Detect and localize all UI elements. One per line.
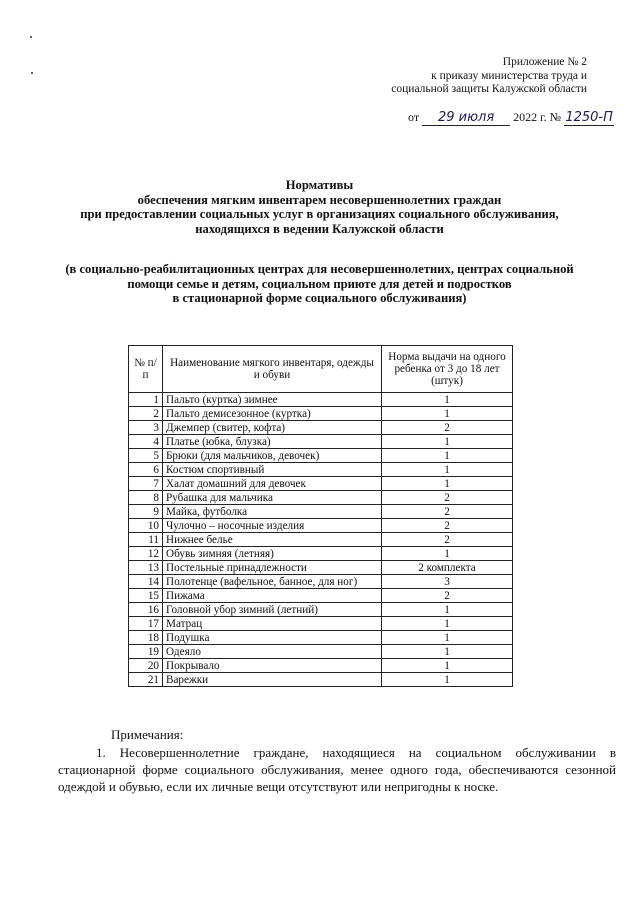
cell-name: Пальто демисезонное (куртка) bbox=[163, 407, 382, 421]
cell-qty: 3 bbox=[382, 575, 513, 589]
cell-num: 15 bbox=[129, 589, 163, 603]
table-row bbox=[129, 435, 513, 449]
table-row bbox=[129, 491, 513, 505]
cell-name: Подушка bbox=[163, 631, 382, 645]
cell-name: Нижнее белье bbox=[163, 533, 382, 547]
cell-qty: 1 bbox=[382, 449, 513, 463]
appendix-line: Приложение № 2 bbox=[502, 56, 587, 68]
cell-num: 6 bbox=[129, 463, 163, 477]
appendix-line: к приказу министерства труда и bbox=[431, 69, 587, 82]
subtitle-line: (в социально-реабилитационных центрах для несовершеннолетних, центрах социальной bbox=[65, 262, 574, 276]
table-row bbox=[129, 561, 513, 575]
cell-qty: 2 bbox=[382, 589, 513, 603]
cell-num: 11 bbox=[129, 533, 163, 547]
cell-num: 19 bbox=[129, 645, 163, 659]
table-row bbox=[129, 659, 513, 673]
cell-num: 8 bbox=[129, 491, 163, 505]
table-row bbox=[129, 449, 513, 463]
cell-name: Варежки bbox=[163, 673, 382, 687]
subtitle-line: в стационарной форме социального обслуживания) bbox=[172, 291, 467, 306]
cell-name: Пижама bbox=[163, 589, 382, 603]
table-row bbox=[129, 533, 513, 547]
cell-qty: 2 bbox=[382, 421, 513, 435]
table-row bbox=[129, 407, 513, 421]
cell-name: Халат домашний для девочек bbox=[163, 477, 382, 491]
cell-num: 13 bbox=[129, 561, 163, 575]
cell-num: 7 bbox=[129, 477, 163, 491]
cell-qty: 1 bbox=[382, 673, 513, 687]
cell-qty: 2 bbox=[382, 519, 513, 533]
appendix-line: социальной защиты Калужской области bbox=[391, 83, 587, 95]
scan-dot bbox=[30, 36, 32, 38]
cell-num: 17 bbox=[129, 617, 163, 631]
cell-qty: 1 bbox=[382, 435, 513, 449]
table-row bbox=[129, 505, 513, 519]
cell-qty: 1 bbox=[382, 659, 513, 673]
document-subtitle bbox=[0, 262, 639, 306]
table-row bbox=[129, 477, 513, 491]
cell-name: Матрац bbox=[163, 617, 382, 631]
cell-qty: 2 bbox=[382, 505, 513, 519]
table-row bbox=[129, 631, 513, 645]
order-date-line bbox=[408, 110, 614, 126]
cell-qty: 1 bbox=[382, 393, 513, 407]
cell-qty: 2 комплекта bbox=[382, 561, 513, 575]
header-num: № п/п bbox=[129, 346, 163, 393]
title-line: находящихся в ведении Калужской области bbox=[195, 221, 444, 236]
norms-table bbox=[128, 345, 513, 687]
header-name: Наименование мягкого инвентаря, одежды и обуви bbox=[163, 346, 382, 393]
cell-name: Майка, футболка bbox=[163, 505, 382, 519]
cell-num: 12 bbox=[129, 547, 163, 561]
handwritten-number: 1250-П bbox=[565, 110, 613, 125]
title-line: обеспечения мягким инвентарем несовершеннолетних граждан bbox=[137, 192, 502, 207]
title-line: при предоставлении социальных услуг в организациях социального обслуживания, bbox=[80, 207, 559, 222]
cell-name: Джемпер (свитер, кофта) bbox=[163, 421, 382, 435]
cell-qty: 1 bbox=[382, 645, 513, 659]
cell-num: 4 bbox=[129, 435, 163, 449]
scan-dot bbox=[31, 72, 33, 74]
document-title bbox=[0, 178, 639, 236]
order-year: 2022 г. № bbox=[513, 110, 562, 124]
cell-name: Покрывало bbox=[163, 659, 382, 673]
cell-qty: 1 bbox=[382, 631, 513, 645]
cell-name: Пальто (куртка) зимнее bbox=[163, 393, 382, 407]
cell-num: 2 bbox=[129, 407, 163, 421]
cell-num: 1 bbox=[129, 393, 163, 407]
cell-name: Обувь зимняя (летняя) bbox=[163, 547, 382, 561]
cell-num: 3 bbox=[129, 421, 163, 435]
appendix-header bbox=[391, 56, 587, 97]
table-row bbox=[129, 547, 513, 561]
header-qty: Норма выдачи на одного ребенка от 3 до 18 лет (штук) bbox=[382, 346, 513, 393]
cell-name: Рубашка для мальчика bbox=[163, 491, 382, 505]
table-row bbox=[129, 589, 513, 603]
table-row bbox=[129, 463, 513, 477]
cell-name: Полотенце (вафельное, банное, для ног) bbox=[163, 575, 382, 589]
cell-name: Чулочно – носочные изделия bbox=[163, 519, 382, 533]
cell-name: Головной убор зимний (летний) bbox=[163, 603, 382, 617]
table-row bbox=[129, 519, 513, 533]
cell-num: 14 bbox=[129, 575, 163, 589]
table-row bbox=[129, 603, 513, 617]
cell-qty: 2 bbox=[382, 533, 513, 547]
cell-qty: 1 bbox=[382, 603, 513, 617]
cell-qty: 1 bbox=[382, 617, 513, 631]
title-main: Нормативы bbox=[285, 178, 354, 192]
table-header-row bbox=[129, 346, 513, 393]
cell-num: 9 bbox=[129, 505, 163, 519]
table-row bbox=[129, 393, 513, 407]
table-row bbox=[129, 645, 513, 659]
subtitle-line: помощи семье и детям, социальном приюте для детей и подростков bbox=[127, 276, 512, 291]
table-row bbox=[129, 673, 513, 687]
table-row bbox=[129, 575, 513, 589]
cell-name: Костюм спортивный bbox=[163, 463, 382, 477]
cell-qty: 1 bbox=[382, 407, 513, 421]
cell-name: Платье (юбка, блузка) bbox=[163, 435, 382, 449]
order-prefix: от bbox=[408, 110, 420, 124]
cell-name: Постельные принадлежности bbox=[163, 561, 382, 575]
note-item: 1. Несовершеннолетние граждане, находящиеся на социальном обслуживании в стационарной форме социального обслуживания, менее одного года, обеспечиваются сезонной одеждой и обувью, если их личные вещи отсутствуют или непригодны к носке. bbox=[58, 745, 616, 794]
cell-num: 10 bbox=[129, 519, 163, 533]
table-row bbox=[129, 617, 513, 631]
cell-name: Брюки (для мальчиков, девочек) bbox=[163, 449, 382, 463]
table-row bbox=[129, 421, 513, 435]
cell-qty: 1 bbox=[382, 477, 513, 491]
cell-qty: 2 bbox=[382, 491, 513, 505]
cell-qty: 1 bbox=[382, 463, 513, 477]
notes-heading: Примечания: bbox=[111, 727, 184, 742]
cell-name: Одеяло bbox=[163, 645, 382, 659]
cell-num: 21 bbox=[129, 673, 163, 687]
cell-num: 16 bbox=[129, 603, 163, 617]
cell-qty: 1 bbox=[382, 547, 513, 561]
handwritten-date: 29 июля bbox=[422, 110, 510, 126]
cell-num: 20 bbox=[129, 659, 163, 673]
cell-num: 5 bbox=[129, 449, 163, 463]
cell-num: 18 bbox=[129, 631, 163, 645]
